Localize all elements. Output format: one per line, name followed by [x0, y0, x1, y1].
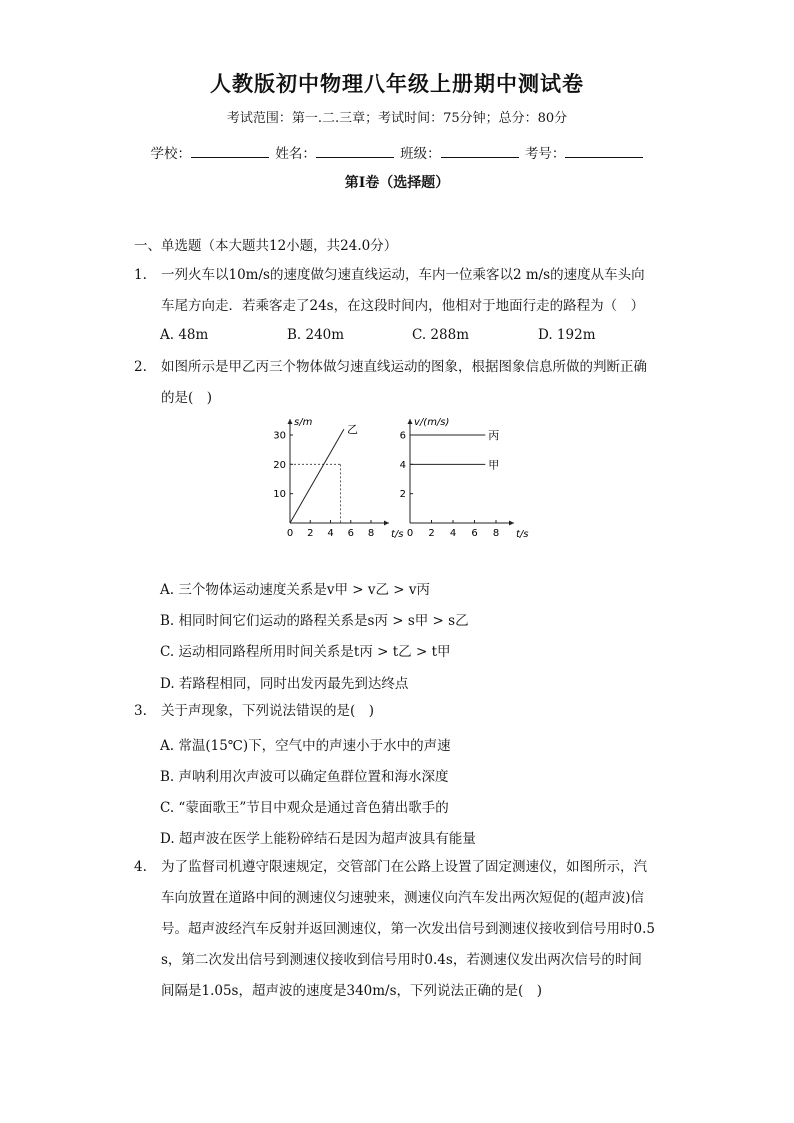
- question-1: [134, 260, 664, 322]
- question-number: 2.: [134, 359, 147, 375]
- question-text-line: 的是( ): [161, 390, 213, 406]
- option-d[interactable]: D. 若路程相同，同时出发丙最先到达终点: [160, 676, 409, 692]
- question-4: [134, 852, 664, 1007]
- question-text-line: 如图所示是甲乙丙三个物体做匀速直线运动的图象，根据图象信息所做的判断正确: [161, 359, 647, 375]
- option-d[interactable]: D. 超声波在医学上能粉碎结石是因为超声波具有能量: [160, 831, 476, 847]
- x-tick-label: 2: [428, 528, 435, 539]
- y-tick-label: 20: [273, 459, 286, 471]
- question-text-line: 车尾方向走．若乘客走了24s，在这段时间内，他相对于地面行走的路程为（ ）: [161, 298, 645, 314]
- question-number: 3.: [134, 703, 147, 719]
- x-tick-label: 4: [449, 528, 457, 539]
- series-label: 甲: [488, 458, 500, 472]
- question-text-line: 间隔是1.05s，超声波的速度是340m/s，下列说法正确的是( ): [161, 983, 543, 999]
- exam-meta: 考试范围：第一.二.三章；考试时间：75分钟；总分：80分: [226, 111, 568, 126]
- series-label: 丙: [488, 429, 500, 442]
- exam-number-label: 考号：: [524, 146, 566, 162]
- exam-number-blank[interactable]: [565, 144, 643, 158]
- school-label: 学校：: [150, 146, 192, 162]
- motion-graphs: [260, 418, 530, 546]
- x-tick-label: 8: [367, 528, 375, 539]
- y-tick-label: 10: [273, 489, 286, 501]
- series-label: 乙: [346, 423, 358, 437]
- x-tick-label: 0: [406, 528, 414, 539]
- x-tick-label: 4: [327, 528, 334, 539]
- name-blank[interactable]: [316, 144, 394, 158]
- question-text-line: 车向放置在道路中间的测速仪匀速驶来，测速仪向汽车发出两次短促的(超声波)信: [161, 890, 645, 906]
- part-heading: 第Ⅰ卷（选择题）: [344, 175, 450, 191]
- y-tick-label: 2: [399, 489, 406, 501]
- question-number: 4.: [134, 859, 147, 875]
- x-axis-arrow: [384, 521, 389, 526]
- x-tick-label: 2: [307, 528, 314, 539]
- y-axis-arrow: [408, 419, 413, 424]
- x-tick-label: 6: [471, 528, 478, 539]
- option-a[interactable]: A. 常温(15℃)下，空气中的声速小于水中的声速: [160, 738, 451, 754]
- section-heading: 一、单选题（本大题共12小题，共24.0分）: [134, 238, 398, 254]
- y-axis-arrow: [288, 419, 293, 424]
- question-text-line: 为了监督司机遵守限速规定，交管部门在公路上设置了固定测速仪，如图所示，汽: [161, 859, 647, 875]
- option-a[interactable]: A. 48m: [160, 327, 209, 343]
- class-blank[interactable]: [441, 144, 519, 158]
- question-text-line: s，第二次发出信号到测速仪接收到信号用时0.4s，若测速仪发出两次信号的时间: [161, 952, 642, 968]
- y-axis-label: v/(m/s): [414, 418, 450, 428]
- option-c[interactable]: C. 运动相同路程所用时间关系是t丙 > t乙 > t甲: [160, 644, 451, 660]
- y-tick-label: 6: [399, 430, 406, 442]
- s-t-graph: [273, 418, 403, 540]
- option-a[interactable]: A. 三个物体运动速度关系是v甲 > v乙 > v丙: [160, 582, 430, 598]
- question-3: [134, 696, 664, 727]
- question-number: 1.: [134, 267, 147, 283]
- question-2: [134, 352, 664, 414]
- x-axis-label: t/s: [391, 529, 404, 540]
- option-b[interactable]: B. 声呐利用次声波可以确定鱼群位置和海水深度: [160, 769, 449, 785]
- x-tick-label: 0: [286, 528, 294, 539]
- class-label: 班级：: [400, 146, 441, 162]
- name-label: 姓名：: [275, 146, 316, 162]
- v-t-graph: [400, 418, 529, 540]
- school-blank[interactable]: [191, 144, 269, 158]
- question-text-line: 一列火车以10m/s的速度做匀速直线运动，车内一位乘客以2 m/s的速度从车头向: [161, 267, 645, 283]
- option-d[interactable]: D. 192m: [538, 327, 596, 343]
- option-c[interactable]: C. 288m: [412, 327, 469, 343]
- x-tick-label: 6: [347, 528, 354, 539]
- x-tick-label: 8: [492, 528, 500, 539]
- y-tick-label: 30: [273, 430, 286, 442]
- exam-title: 人教版初中物理八年级上册期中测试卷: [210, 71, 584, 96]
- series-line: [290, 429, 344, 523]
- x-axis-arrow: [509, 521, 514, 526]
- student-info-fields: [0, 142, 794, 162]
- y-tick-label: 4: [399, 459, 406, 471]
- y-axis-label: s/m: [294, 418, 313, 428]
- option-b[interactable]: B. 相同时间它们运动的路程关系是s丙 > s甲 > s乙: [160, 613, 469, 629]
- option-b[interactable]: B. 240m: [287, 327, 345, 343]
- x-axis-label: t/s: [516, 529, 529, 540]
- question-text-line: 号。超声波经汽车反射并返回测速仪，第一次发出信号到测速仪接收到信号用时0.5: [161, 921, 655, 937]
- question-text-line: 关于声现象，下列说法错误的是( ): [161, 703, 375, 719]
- option-c[interactable]: C. “蒙面歌王”节目中观众是通过音色猜出歌手的: [160, 800, 449, 816]
